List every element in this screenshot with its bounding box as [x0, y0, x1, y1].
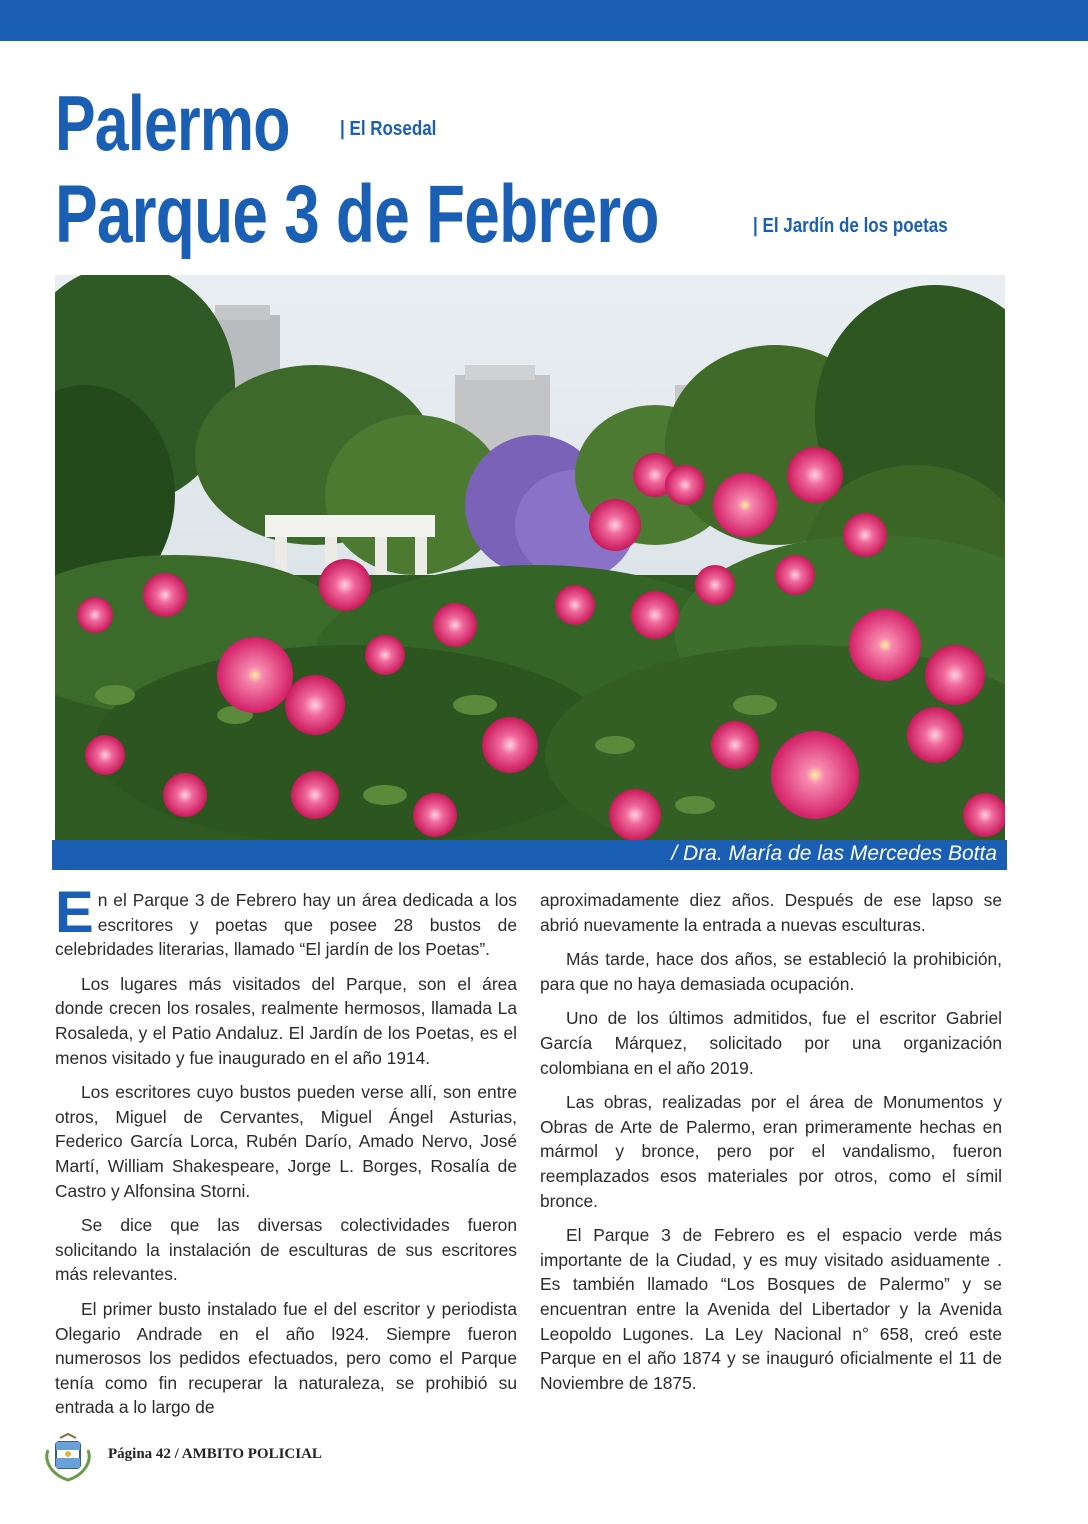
top-color-bar: [0, 0, 1088, 41]
page-title-palermo: [55, 78, 356, 169]
article-right-column: [540, 888, 1002, 1405]
subtitle-el-rosedal: | El Rosedal: [340, 118, 437, 140]
photo-caption-bar: [52, 840, 1007, 870]
title-palermo: Palermo: [55, 79, 290, 167]
paragraph: El Parque 3 de Febrero es el espacio verde más importante de la Ciudad, y es muy visitado asiduamente . Es también llamado “Los Bosques de Palermo” y se encuentran entre la Avenida del Libertador y la Avenida Leopoldo Lugones. La Ley Nacional n° 658, creó este Parque en el año 1874 y se inauguró oficialmente el 11 de Noviembre de 1875.: [540, 1225, 1002, 1393]
photo-caption: / Dra. María de las Mercedes Botta: [671, 842, 997, 865]
drop-cap: E: [55, 880, 94, 945]
paragraph: Las obras, realizadas por el área de Monumentos y Obras de Arte de Palermo, eran primeramente hechas en mármol y bronce, pero por el vandalismo, fueron reemplazados esos materiales por otros, como el símil bronce.: [540, 1092, 1002, 1211]
paragraph: Más tarde, hace dos años, se estableció la prohibición, para que no haya demasiada ocupación.: [540, 949, 1002, 994]
paragraph-intro: En el Parque 3 de Febrero hay un área dedicada a los escritores y poetas que posee 28 bustos de celebridades literarias, llamado “El jardín de los Poetas”.: [55, 880, 517, 960]
subtitle-jardin-poetas: | El Jardín de los poetas: [753, 215, 948, 237]
paragraph: Los escritores cuyo bustos pueden verse allí, son entre otros, Miguel de Cervantes, Miguel Ángel Asturias, Federico García Lorca, Rubén Darío, Amado Nervo, José Martí, William Shakespeare, Jorge L. Borges, Rosalía de Castro y Alfonsina Storni.: [55, 1082, 517, 1201]
page-number-label: Página 42 / AMBITO POLICIAL: [108, 1446, 322, 1462]
rose-garden-photo: [55, 275, 1005, 840]
title-parque-3-de-febrero: Parque 3 de Febrero: [55, 169, 659, 260]
police-emblem-icon: [42, 1430, 94, 1482]
article-left-column: [55, 880, 517, 1430]
paragraph: Se dice que las diversas colectividades fueron solicitando la instalación de esculturas de sus escritores más relevantes.: [55, 1215, 517, 1285]
paragraph: Los lugares más visitados del Parque, son el área donde crecen los rosales, realmente hermosos, llamada La Rosaleda, y el Patio Andaluz. El Jardín de los Poetas, es el menos visitado y fue inaugurado en el año 1914.: [55, 973, 517, 1068]
paragraph: Uno de los últimos admitidos, fue el escritor Gabriel García Márquez, solicitado por una organización colombiana en el año 2019.: [540, 1008, 1002, 1078]
page-title-parque: [55, 168, 829, 262]
paragraph: aproximadamente diez años. Después de ese lapso se abrió nuevamente la entrada a nuevas esculturas.: [540, 890, 1002, 935]
paragraph: El primer busto instalado fue el del escritor y periodista Olegario Andrade en el año l924. Siempre fueron numerosos los pedidos efectuados, pero como el Parque tenía como fin recuperar la naturaleza, se prohibió su entrada a lo largo de: [55, 1298, 517, 1418]
